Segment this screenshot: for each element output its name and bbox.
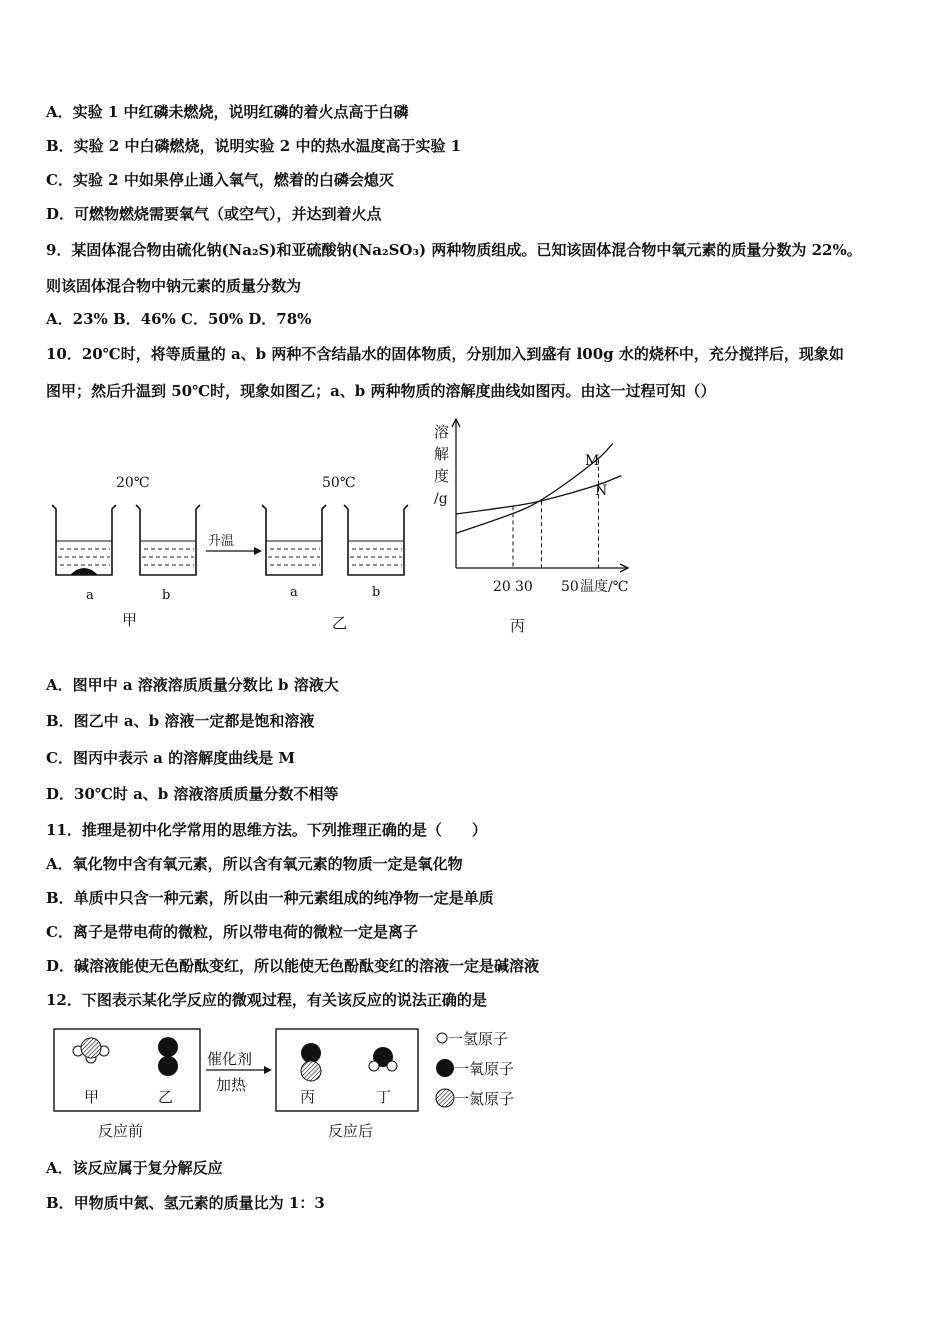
molecule-jia [73, 1038, 109, 1063]
y-axis-char-1: 溶 [434, 423, 450, 441]
q9-options: A．23% B．46% C．50% D．78% [46, 310, 312, 328]
x-tick-50: 50 [561, 579, 579, 595]
q11-option-d: D．碱溶液能使无色酚酞变红，所以能使无色酚酞变红的溶液一定是碱溶液 [46, 957, 540, 975]
heat-label-q12: 加热 [216, 1076, 247, 1094]
q10-stem-line1: 10．20℃时，将等质量的 a、b 两种不含结晶水的固体物质，分别加入到盛有 l00g 水的烧杯中，充分搅拌后，现象如 [46, 345, 844, 363]
q12-option-a: A．该反应属于复分解反应 [46, 1159, 223, 1177]
q11-option-c: C．离子是带电荷的微粒，所以带电荷的微粒一定是离子 [46, 923, 418, 941]
q11-stem: 11．推理是初中化学常用的思维方法。下列推理正确的是（ ） [46, 821, 487, 839]
q8-option-d: D．可燃物燃烧需要氧气（或空气），并达到着火点 [46, 205, 382, 223]
q10-option-b: B．图乙中 a、b 溶液一定都是饱和溶液 [46, 712, 315, 730]
q12-reaction-figure [46, 1022, 546, 1147]
label-yi: 乙 [158, 1088, 174, 1106]
label-jia: 甲 [84, 1088, 100, 1106]
x-tick-30: 30 [515, 579, 533, 595]
q10-stem-line2: 图甲；然后升温到 50℃时，现象如图乙；a、b 两种物质的溶解度曲线如图丙。由这一过程可知（） [46, 382, 716, 400]
figure-yi-label: 乙 [332, 614, 348, 632]
label-a-jia: a [86, 588, 94, 603]
curve-n-label: N [595, 483, 608, 499]
q12-option-b: B．甲物质中氮、氢元素的质量比为 1：3 [46, 1194, 325, 1212]
legend [436, 1030, 514, 1108]
label-ding: 丁 [376, 1088, 392, 1106]
q12-stem: 12．下图表示某化学反应的微观过程，有关该反应的说法正确的是 [46, 991, 487, 1009]
q10-beaker-figure [40, 465, 420, 635]
q11-option-b: B．单质中只含一种元素，所以由一种元素组成的纯净物一定是单质 [46, 889, 494, 907]
molecule-ding [369, 1047, 397, 1071]
label-b-jia: b [162, 588, 171, 603]
x-axis-label: 温度/℃ [580, 579, 629, 595]
x-tick-20: 20 [493, 579, 511, 595]
y-axis-char-2: 解 [434, 445, 450, 463]
label-b-yi: b [372, 585, 381, 600]
heat-arrow [206, 534, 262, 555]
q8-option-c: C．实验 2 中如果停止通入氧气，燃着的白磷会熄灭 [46, 171, 394, 189]
q9-stem-line2: 则该固体混合物中钠元素的质量分数为 [46, 277, 302, 295]
y-axis-char-3: 度 [434, 467, 450, 485]
figure-bing-label: 丙 [510, 617, 526, 635]
legend-nitrogen-icon [436, 1089, 454, 1107]
curve-m-label: M [585, 453, 600, 469]
beaker-jia-a [52, 505, 116, 575]
y-axis-char-4: /g [434, 491, 448, 507]
legend-nitrogen: 一氮原子 [454, 1090, 515, 1108]
y-axis-label [434, 423, 449, 507]
molecule-bing [301, 1043, 321, 1081]
q10-option-d: D．30℃时 a、b 溶液溶质质量分数不相等 [46, 785, 339, 803]
q10-option-a: A．图甲中 a 溶液溶质质量分数比 b 溶液大 [46, 676, 339, 694]
legend-hydrogen: 一氢原子 [448, 1030, 509, 1048]
solubility-chart [428, 415, 648, 640]
heat-label: 升温 [208, 534, 235, 549]
caption-before: 反应前 [98, 1122, 144, 1140]
molecule-yi [158, 1037, 178, 1076]
beaker-yi-b [344, 505, 408, 575]
beaker-yi-a [262, 505, 326, 575]
before-box [54, 1029, 200, 1111]
q11-option-a: A．氧化物中含有氧元素，所以含有氧元素的物质一定是氧化物 [46, 855, 463, 873]
caption-after: 反应后 [328, 1122, 374, 1140]
temp-jia: 20℃ [116, 475, 150, 491]
q8-option-b: B．实验 2 中白磷燃烧，说明实验 2 中的热水温度高于实验 1 [46, 137, 462, 155]
legend-oxygen: 一氧原子 [454, 1060, 515, 1078]
catalyst-label: 催化剂 [207, 1050, 253, 1068]
legend-oxygen-icon [436, 1059, 454, 1077]
label-bing: 丙 [300, 1088, 316, 1106]
legend-hydrogen-icon [437, 1033, 447, 1043]
q9-stem-line1: 9．某固体混合物由硫化钠(Na₂S)和亚硫酸钠(Na₂SO₃) 两种物质组成。已知该固体混合物中氧元素的质量分数为 22%。 [46, 241, 862, 259]
q8-option-a: A．实验 1 中红磷未燃烧，说明红磷的着火点高于白磷 [46, 103, 409, 121]
temp-yi: 50℃ [322, 475, 356, 491]
label-a-yi: a [290, 585, 298, 600]
after-box [276, 1029, 418, 1111]
beaker-jia-b [136, 505, 200, 575]
figure-jia-label: 甲 [122, 611, 138, 629]
q10-option-c: C．图丙中表示 a 的溶解度曲线是 M [46, 749, 295, 767]
